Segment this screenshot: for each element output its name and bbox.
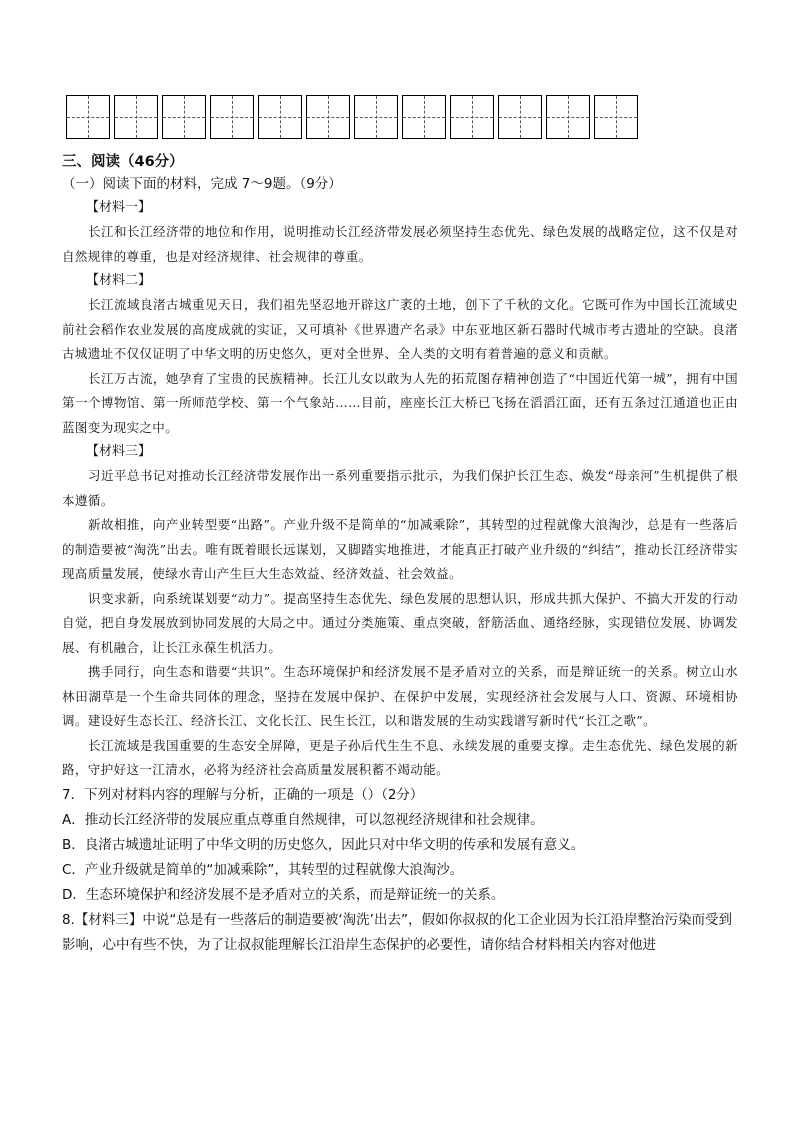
- question-7-option-a[interactable]: A．推动长江经济带的发展应重点尊重自然规律，可以忽视经济规律和社会规律。: [62, 811, 544, 828]
- section-title: 三、阅读（46分）: [62, 154, 184, 170]
- section-subtitle: （一）阅读下面的材料，完成 7～9题。（9分）: [62, 176, 342, 192]
- writing-grid: [66, 95, 638, 139]
- grid-cell[interactable]: [594, 95, 638, 139]
- question-8-stem: 8.【材料三】中说“总是有一些落后的制造要被‘淘洗’出去”，假如你叔叔的化工企业因为长江沿岸整治污染而受到影响，心中有些不快，为了让叔叔能理解长江沿岸生态保护的必要性，请你结合材料相关内容对他进: [62, 911, 732, 953]
- grid-cell[interactable]: [546, 95, 590, 139]
- material-3-paragraph: 习近平总书记对推动长江经济带发展作出一系列重要指示批示，为我们保护长江生态、焕发“母亲河”生机提供了根本遵循。: [62, 468, 738, 508]
- question-7-option-d[interactable]: D．生态环境保护和经济发展不是矛盾对立的关系，而是辩证统一的关系。: [62, 886, 505, 903]
- grid-cell[interactable]: [354, 95, 398, 139]
- material-1-paragraph: 长江和长江经济带的地位和作用，说明推动长江经济带发展必须坚持生态优先、绿色发展的战略定位，这不仅是对自然规律的尊重，也是对经济规律、社会规律的尊重。: [62, 224, 738, 264]
- reading-section: [62, 152, 738, 958]
- grid-cell[interactable]: [258, 95, 302, 139]
- question-7-option-c[interactable]: C．产业升级就是简单的“加减乘除”，其转型的过程就像大浪淘沙。: [62, 861, 464, 878]
- material-3-heading: 【材料三】: [86, 444, 152, 459]
- question-7-stem: 7．下列对材料内容的理解与分析，正确的一项是（）（2分）: [62, 786, 424, 803]
- material-3-paragraph: 长江流域是我国重要的生态安全屏障，更是子孙后代生生不息、永续发展的重要支撑。走生态优先、绿色发展的新路，守护好这一江清水，必将为经济社会高质量发展积蓄不竭动能。: [62, 737, 738, 777]
- material-2-paragraph: 长江万古流，她孕育了宝贵的民族精神。长江儿女以敢为人先的拓荒图存精神创造了“中国近代第一城”，拥有中国第一个博物馆、第一所师范学校、第一个气象站……目前，座座长江大桥已飞扬在滔滔江面，还有五条过江通道也正由蓝图变为现实之中。: [62, 370, 738, 435]
- material-3-paragraph: 携手同行，向生态和谐要“共识”。生态环境保护和经济发展不是矛盾对立的关系，而是辩证统一的关系。树立山水林田湖草是一个生命共同体的理念，坚持在发展中保护、在保护中发展，实现经济社会发展与人口、资源、环境相协调。建设好生态长江、经济长江、文化长江、民生长江，以和谐发展的生动实践谱写新时代“长江之歌”。: [62, 664, 738, 728]
- material-2-paragraph: 长江流域良渚古城重见天日，我们祖先坚忍地开辟这广袤的土地，创下了千秋的文化。它既可作为中国长江流域史前社会稻作农业发展的高度成就的实证，又可填补《世界遗产名录》中东亚地区新石器时代城市考古遗址的空缺。良渚古城遗址不仅仅证明了中华文明的历史悠久，更对全世界、全人类的文明有着普遍的意义和贡献。: [62, 297, 738, 361]
- question-7-option-b[interactable]: B．良渚古城遗址证明了中华文明的历史悠久，因此只对中华文明的传承和发展有意义。: [62, 836, 585, 853]
- grid-cell[interactable]: [114, 95, 158, 139]
- grid-cell[interactable]: [450, 95, 494, 139]
- grid-cell[interactable]: [402, 95, 446, 139]
- grid-cell[interactable]: [210, 95, 254, 139]
- grid-cell[interactable]: [498, 95, 542, 139]
- material-3-paragraph: 识变求新，向系统谋划要“动力”。提高坚持生态优先、绿色发展的思想认识，形成共抓大保护、不搞大开发的行动自觉，把自身发展放到协同发展的大局之中。通过分类施策、重点突破，舒筋活血、通络经脉，实现错位发展、协调发展、有机融合，让长江永葆生机活力。: [62, 590, 738, 655]
- grid-cell[interactable]: [306, 95, 350, 139]
- material-3-paragraph: 新故相推，向产业转型要“出路”。产业升级不是简单的“加减乘除”，其转型的过程就像大浪淘沙，总是有一些落后的制造要被“淘洗”出去。唯有既着眼长远谋划，又脚踏实地推进，才能真正打破产业升级的“纠结”，推动长江经济带实现高质量发展，使绿水青山产生巨大生态效益、经济效益、社会效益。: [62, 517, 738, 581]
- grid-cell[interactable]: [162, 95, 206, 139]
- grid-cell[interactable]: [66, 95, 110, 139]
- material-2-heading: 【材料二】: [86, 273, 152, 288]
- material-1-heading: 【材料一】: [86, 200, 152, 215]
